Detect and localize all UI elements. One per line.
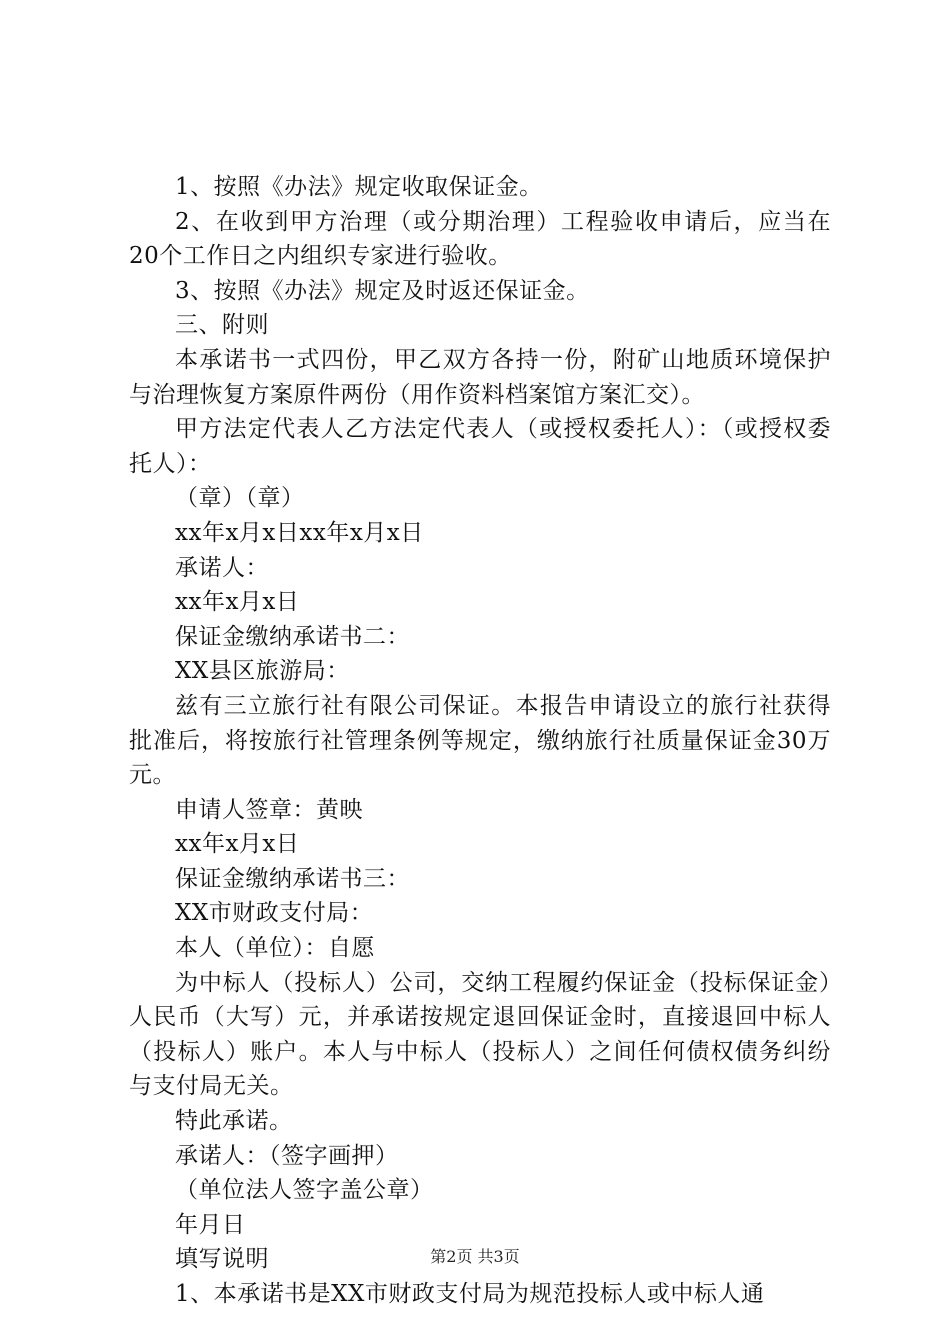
- signature-line: 承诺人：（签字画押）: [175, 1142, 399, 1169]
- paragraph: 甲方法定代表人乙方法定代表人（或授权委托人）：（或授权委托人）：: [129, 416, 831, 477]
- paragraph: 3、按照《办法》规定及时返还保证金。: [175, 277, 590, 304]
- section-heading: 保证金缴纳承诺书二：: [175, 623, 410, 650]
- date-line: xx年x月x日xx年x月x日: [175, 519, 424, 546]
- page-number-footer: 第2页 共3页: [430, 1247, 520, 1266]
- paragraph: 1、按照《办法》规定收取保证金。: [175, 174, 543, 200]
- addressee: XX县区旅游局：: [175, 658, 350, 685]
- paragraph: （章）（章）: [175, 485, 305, 512]
- date-line: 年月日: [175, 1211, 246, 1238]
- date-line: xx年x月x日: [175, 831, 300, 858]
- document-body: [129, 170, 831, 1312]
- section-heading: 三、附则: [175, 312, 269, 339]
- paragraph: 本人（单位）：自愿: [175, 935, 375, 962]
- date-line: xx年x月x日: [175, 589, 300, 616]
- paragraph: 兹有三立旅行社有限公司保证。本报告申请设立的旅行社获得批准后，将按旅行社管理条例等规定，缴纳旅行社质量保证金30万元。: [129, 692, 831, 789]
- addressee: XX市财政支付局：: [175, 900, 374, 927]
- section-heading: 保证金缴纳承诺书三：: [175, 865, 410, 892]
- paragraph: 为中标人（投标人）公司，交纳工程履约保证金（投标保证金）人民币（大写）元，并承诺按规定退回保证金时，直接退回中标人（投标人）账户。本人与中标人（投标人）之间任何债权债务纠纷与支付局无关。: [129, 969, 831, 1100]
- paragraph: 1、本承诺书是XX市财政支付局为规范投标人或中标人通: [175, 1281, 765, 1307]
- section-heading: 填写说明: [175, 1246, 269, 1273]
- paragraph: 2、在收到甲方治理（或分期治理）工程验收申请后，应当在20个工作日之内组织专家进行验收。: [129, 208, 831, 270]
- signature-line: （单位法人签字盖公章）: [175, 1177, 434, 1204]
- paragraph: 本承诺书一式四份，甲乙双方各持一份，附矿山地质环境保护与治理恢复方案原件两份（用作资料档案馆方案汇交）。: [129, 346, 831, 408]
- paragraph: 承诺人：: [175, 554, 269, 581]
- paragraph: 特此承诺。: [175, 1108, 293, 1135]
- signature-line: 申请人签章：黄映: [175, 796, 363, 823]
